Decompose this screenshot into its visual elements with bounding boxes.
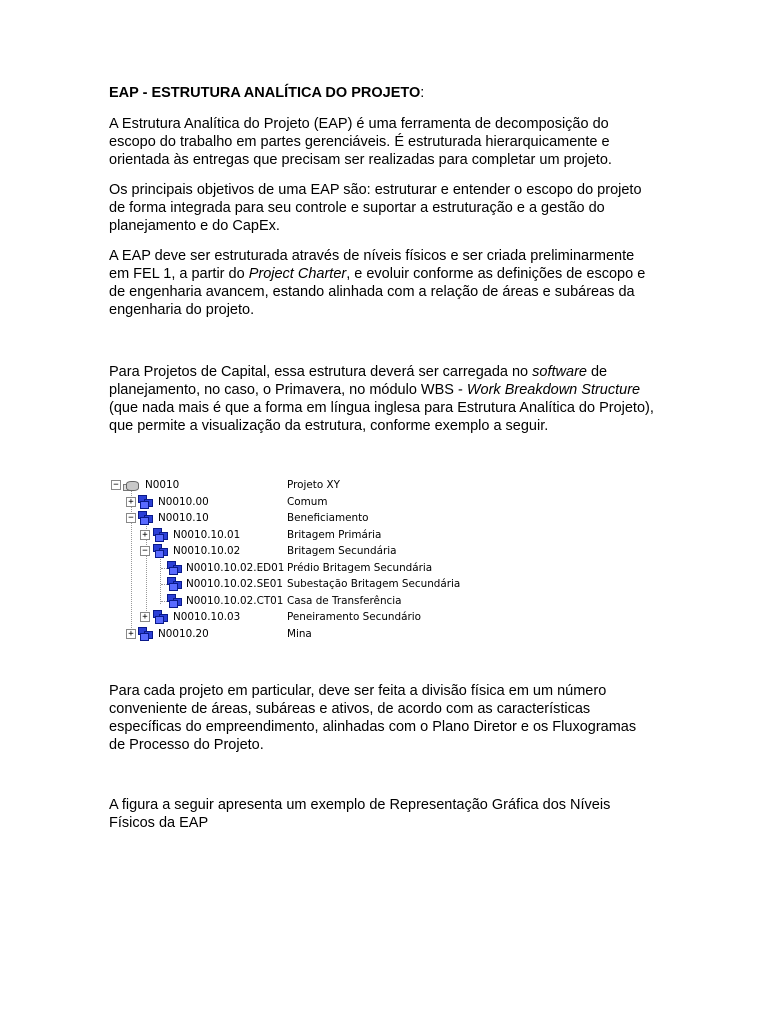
collapse-icon[interactable]: −	[111, 480, 121, 490]
emphasis-wbs: Work Breakdown Structure	[466, 382, 641, 398]
wbs-tree	[109, 477, 654, 647]
expand-icon[interactable]: +	[140, 612, 150, 622]
title-text: EAP - ESTRUTURA ANALÍTICA DO PROJETO	[109, 85, 421, 101]
wbs-node-icon	[167, 594, 182, 607]
tree-row[interactable]	[109, 494, 654, 510]
collapse-icon[interactable]: −	[140, 546, 150, 556]
wbs-code: N0010.10	[158, 512, 209, 524]
wbs-node-icon	[153, 544, 168, 557]
wbs-code: N0010.10.01	[173, 528, 241, 541]
tree-row[interactable]	[109, 576, 654, 592]
emphasis-project-charter: Project Charter	[248, 266, 347, 282]
paragraph-text: A EAP deve ser estruturada através de níveis físicos e ser criada preliminarmente em FEL 1, a partir do	[109, 248, 635, 282]
wbs-description: Projeto XY	[287, 479, 340, 491]
expand-icon[interactable]: +	[126, 497, 136, 507]
tree-row[interactable]	[109, 609, 654, 625]
paragraph-text: de planejamento, no caso, o Primavera, no módulo WBS -	[109, 364, 608, 398]
paragraph-text: (que nada mais é que a forma em língua inglesa para Estrutura Analítica do Projeto), que permite a visualização da estrutura, conforme exemplo a seguir.	[109, 400, 654, 434]
wbs-code: N0010	[145, 479, 180, 491]
wbs-code: N0010.10.02.CT01	[186, 594, 284, 607]
expand-icon[interactable]: +	[140, 530, 150, 540]
paragraph-eap-levels	[109, 247, 654, 319]
tree-row[interactable]	[109, 560, 654, 576]
tree-row[interactable]	[109, 593, 654, 609]
wbs-node-icon	[153, 528, 168, 541]
wbs-node-icon	[167, 561, 182, 574]
document-page	[109, 84, 654, 844]
wbs-node-icon	[138, 511, 153, 524]
paragraph-eap-definition: A Estrutura Analítica do Projeto (EAP) é uma ferramenta de decomposição do escopo do trabalho em partes gerenciáveis. É estruturada hierarquicamente e orientada às entregas que precisam ser realizadas para completar um projeto.	[109, 116, 612, 168]
wbs-node-icon	[153, 610, 168, 623]
paragraph-text: , e evoluir conforme as definições de escopo e de engenharia avancem, estando alinhada com a relação de áreas e subáreas da engenharia do projeto.	[109, 266, 646, 318]
project-folder-icon	[123, 478, 139, 491]
wbs-description: Mina	[287, 627, 312, 640]
page-title	[109, 84, 654, 102]
tree-row[interactable]	[109, 477, 654, 493]
wbs-node-icon	[138, 627, 153, 640]
wbs-description: Prédio Britagem Secundária	[287, 561, 433, 574]
wbs-description: Comum	[287, 495, 328, 508]
expand-icon[interactable]: +	[126, 629, 136, 639]
wbs-code: N0010.10.02.SE01	[186, 578, 283, 590]
wbs-code: N0010.00	[158, 495, 209, 508]
paragraph-capital-projects	[109, 363, 654, 435]
wbs-code: N0010.10.03	[173, 611, 241, 623]
collapse-icon[interactable]: −	[126, 513, 136, 523]
wbs-description: Britagem Primária	[287, 528, 382, 541]
title-suffix: :	[420, 85, 425, 101]
paragraph-eap-objectives: Os principais objetivos de uma EAP são: estruturar e entender o escopo do projeto de forma integrada para seu controle e suportar a estruturação e a gestão do planejamento e do CapEx.	[109, 182, 642, 234]
wbs-description: Beneficiamento	[287, 512, 369, 524]
paragraph-physical-division: Para cada projeto em particular, deve ser feita a divisão física em um número conveniente de áreas, subáreas e ativos, de acordo com as características específicas do empreendimento, alinhadas com o Plano Diretor e os Fluxogramas de Processo do Projeto.	[109, 683, 637, 753]
tree-row[interactable]	[109, 543, 654, 559]
wbs-description: Subestação Britagem Secundária	[287, 578, 461, 590]
wbs-code: N0010.20	[158, 627, 209, 640]
paragraph-figure-intro: A figura a seguir apresenta um exemplo de Representação Gráfica dos Níveis Físicos da EAP	[109, 797, 611, 831]
wbs-description: Britagem Secundária	[287, 545, 397, 557]
wbs-node-icon	[138, 495, 153, 508]
tree-row[interactable]	[109, 510, 654, 526]
wbs-code: N0010.10.02	[173, 545, 241, 557]
wbs-code: N0010.10.02.ED01	[186, 561, 285, 574]
tree-row[interactable]	[109, 527, 654, 543]
wbs-node-icon	[167, 577, 182, 590]
paragraph-text: Para Projetos de Capital, essa estrutura deverá ser carregada no	[109, 364, 533, 380]
wbs-description: Peneiramento Secundário	[287, 611, 421, 623]
wbs-description: Casa de Transferência	[287, 594, 402, 607]
tree-row[interactable]	[109, 626, 654, 642]
emphasis-software: software	[532, 364, 587, 380]
